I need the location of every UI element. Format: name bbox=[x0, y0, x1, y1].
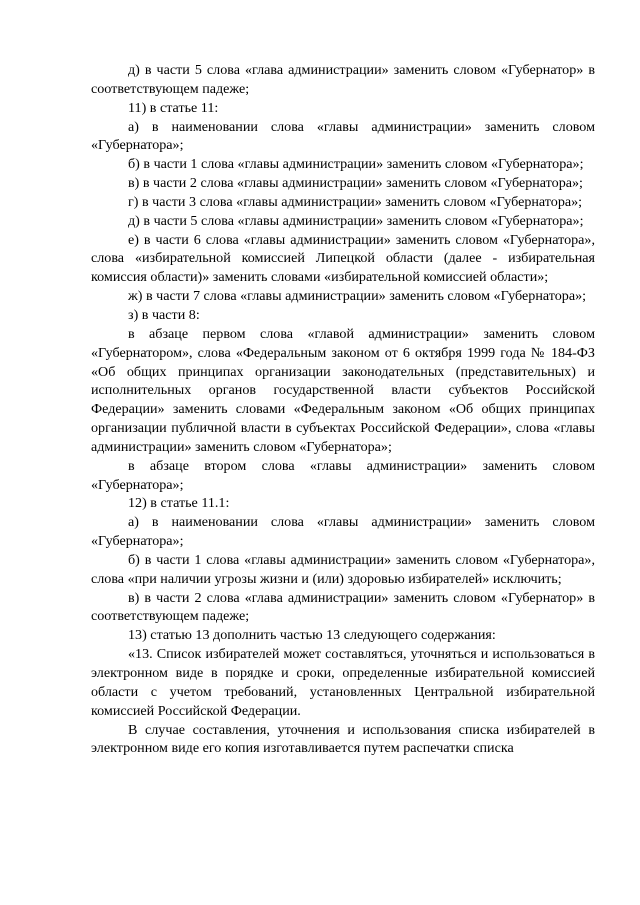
paragraph: 12) в статье 11.1: bbox=[128, 495, 230, 512]
paragraph: а) в наименовании слова «главы администрации» заменить словом «Губернатора»; bbox=[91, 514, 595, 550]
document-page bbox=[91, 61, 595, 758]
paragraph: в абзаце первом слова «главой администрации» заменить словом «Губернатором», слова «Федеральным законом от 6 октября 1999 года № 184-ФЗ «Об общих принципах организации законодательных (представительных) и исполнительных органов государственной власти субъектов Российской Федерации» заменить словами «Федеральным законом «Об общих принципах организации публичной власти в субъектах Российской Федерации», слова «главы администрации» заменить словом «Губернатора»; bbox=[91, 325, 595, 455]
paragraph: в абзаце втором слова «главы администрации» заменить словом «Губернатора»; bbox=[91, 457, 595, 493]
paragraph: В случае составления, уточнения и использования списка избирателей в электронном виде его копия изготавливается путем распечатки списка bbox=[91, 721, 595, 757]
paragraph: а) в наименовании слова «главы администрации» заменить словом «Губернатора»; bbox=[91, 118, 595, 154]
paragraph: в) в части 2 слова «главы администрации» заменить словом «Губернатора»; bbox=[128, 175, 583, 192]
paragraph: «13. Список избирателей может составляться, уточняться и использоваться в электронном виде в порядке и сроки, определенные избирательной комиссией области с учетом требований, установленных Центральной избирательной комиссией Российской Федерации. bbox=[91, 646, 595, 719]
paragraph: 13) статью 13 дополнить частью 13 следующего содержания: bbox=[128, 627, 496, 644]
paragraph: е) в части 6 слова «главы администрации» заменить словом «Губернатора», слова «избирательной комиссией Липецкой области (далее - избирательная комиссия области)» заменить словами «избирательной комиссией области»; bbox=[91, 231, 595, 286]
paragraph: в) в части 2 слова «глава администрации» заменить словом «Губернатор» в соответствующем падеже; bbox=[91, 589, 595, 625]
paragraph: д) в части 5 слова «главы администрации» заменить словом «Губернатора»; bbox=[128, 212, 584, 229]
paragraph: ж) в части 7 слова «главы администрации» заменить словом «Губернатора»; bbox=[128, 288, 587, 305]
paragraph: б) в части 1 слова «главы администрации» заменить словом «Губернатора», слова «при наличии угрозы жизни и (или) здоровью избирателей» исключить; bbox=[91, 551, 595, 587]
paragraph: д) в части 5 слова «глава администрации» заменить словом «Губернатор» в соответствующем падеже; bbox=[91, 62, 595, 97]
paragraph: г) в части 3 слова «главы администрации» заменить словом «Губернатора»; bbox=[128, 193, 583, 210]
paragraph: б) в части 1 слова «главы администрации» заменить словом «Губернатора»; bbox=[128, 156, 584, 173]
paragraph: 11) в статье 11: bbox=[128, 99, 219, 116]
paragraph: з) в части 8: bbox=[128, 306, 200, 323]
